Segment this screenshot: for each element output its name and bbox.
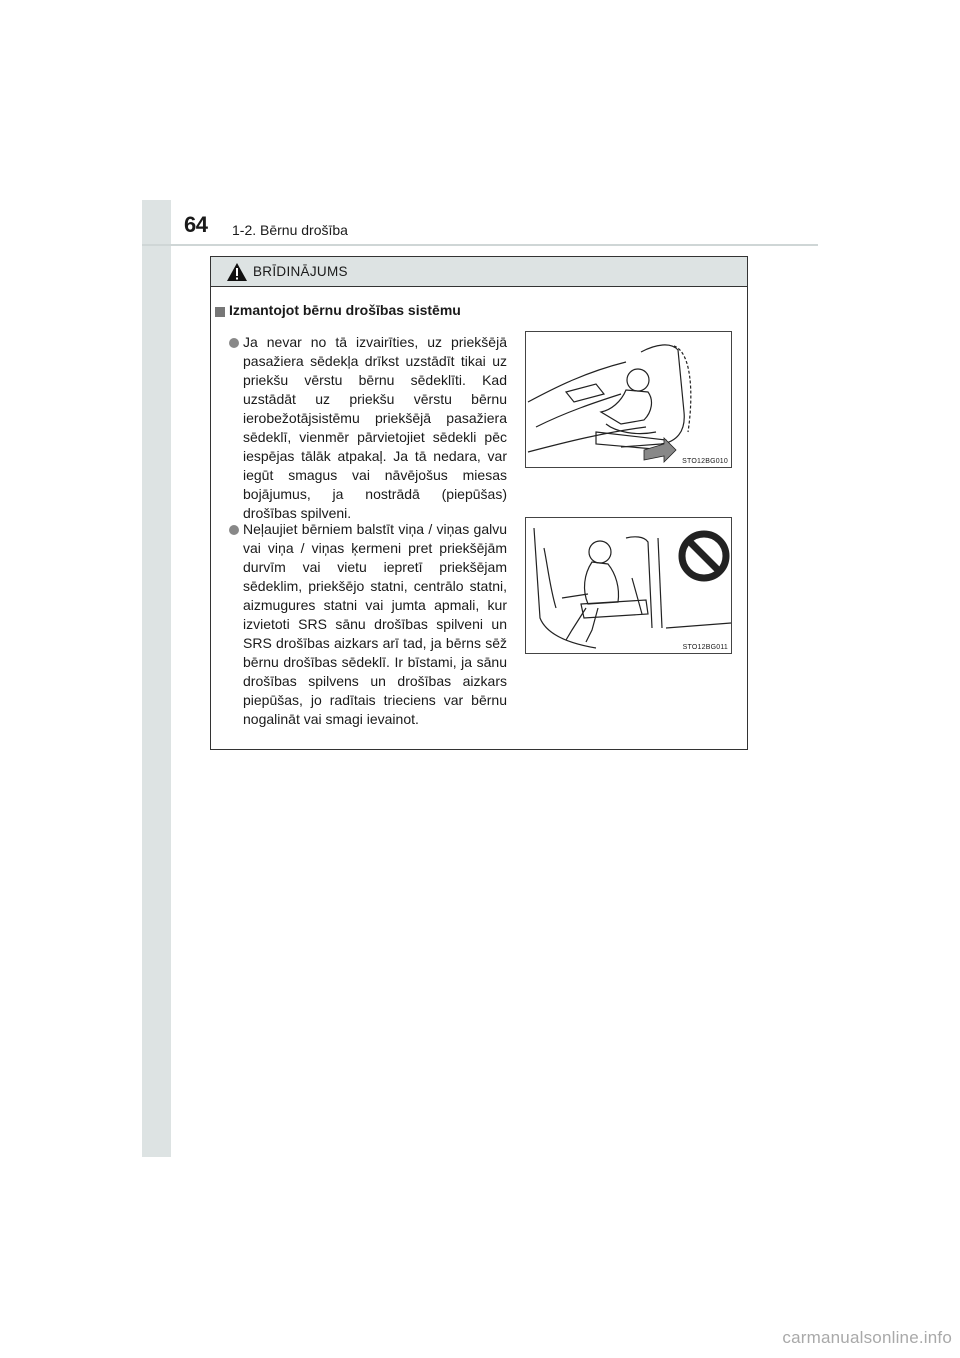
figure-code: STO12BG011 (682, 644, 728, 651)
warning-box (210, 256, 748, 750)
warning-triangle-icon (226, 262, 248, 282)
warning-header (211, 257, 747, 287)
warning-paragraph-2: Neļaujiet bērniem balstīt viņa / viņas galvu vai viņa / viņas ķermeni pret priekšējām durvīm vai vietu iepretī priekšējam sēdeklim, priekšējo statni, centrālo statni, aizmugures statni vai jumta apmali, kur izvietoti SRS sānu drošības spilveni un SRS drošības aizkars arī tad, ja bērns sēž bērnu drošības sēdeklī. Ir bīstami, ja sānu drošības spilvens un drošības aizkars piepūšas, jo radītais trieciens var bērnu nogalināt vai smagi ievainot. (243, 521, 507, 727)
bullet-icon (229, 338, 239, 348)
bullet-icon (229, 525, 239, 535)
watermark: carmanualsonline.info (782, 1328, 952, 1347)
header-rule (142, 244, 818, 246)
chapter-title: 1-2. Bērnu drošība (232, 222, 348, 238)
warning-title: BRĪDINĀJUMS (253, 264, 348, 279)
figure-child-leaning-prohibited (525, 517, 732, 654)
page-number: 64 (184, 212, 208, 237)
child-seat-illustration (526, 332, 732, 468)
warning-paragraph-1: Ja nevar no tā izvairīties, uz priekšējā pasažiera sēdekļa drīkst uzstādīt tikai uz priekšu vērstu bērnu sēdeklīti. Kad uzstādāt uz priekšu vērstu bērnu ierobežotājsistēmu priekšējā pasažiera sēdeklī, vienmēr pārvietojiet sēdekli pēc iespējas tālāk atpakaļ. Ja tā nedara, var iegūt smagus vai nāvējošus miesas bojājumus, ja nostrādā (piepūšas) drošības spilveni. (243, 334, 507, 521)
section-title: Izmantojot bērnu drošības sistēmu (229, 302, 461, 318)
child-leaning-illustration (526, 518, 732, 654)
figure-front-seat-child-seat (525, 331, 732, 468)
section-marker-icon (215, 307, 225, 317)
figure-code: STO12BG010 (682, 458, 728, 465)
side-margin-bar (142, 200, 171, 1157)
